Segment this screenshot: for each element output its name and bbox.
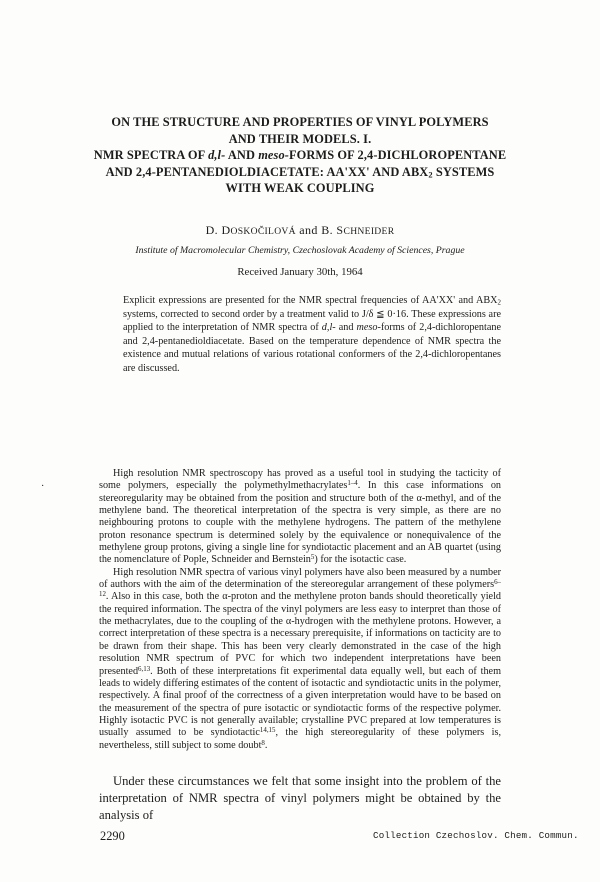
- citation: 14,15: [259, 727, 276, 735]
- abstract-text: . These expressions are applied to the interpretation of NMR spectra of: [123, 308, 501, 334]
- paragraph-2: [99, 567, 501, 752]
- abstract-italic: meso-: [356, 322, 381, 334]
- abstract-text: Explicit expressions are presented for the NMR spectral frequencies of AA'XX' and ABX: [123, 295, 498, 306]
- title-text: NMR SPECTRA OF: [93, 148, 209, 163]
- received-date: Received January 30th, 1964: [237, 266, 363, 278]
- abstract-text: forms of 2,4-dichloropentane and 2,4-pentanedioldiacetate. Based on the temperature dependence of NMR spectra the existence and mutual relations of various rotational conformers of the 2,4-dichloropentanes are discussed.: [123, 322, 501, 374]
- body-text-large: [99, 773, 501, 824]
- paragraph-text: High resolution NMR spectra of various vinyl polymers have also been measured by a number of authors with the aim of the determination of the stereoregular arrangement of these polymers: [99, 566, 501, 591]
- author-line: [60, 223, 540, 238]
- journal-name: Collection Czechoslov. Chem. Commun.: [373, 830, 579, 841]
- paragraph-text: , the high stereoregularity of these polymers is, nevertheless, still subject to some doubt: [99, 727, 501, 751]
- citation: 6–12: [99, 578, 501, 599]
- paragraph-text: ) for the isotactic case.: [314, 554, 407, 566]
- citation: 1–4: [347, 480, 358, 488]
- title-text: FORMS OF 2,4-DICHLOROPENTANE: [288, 148, 507, 163]
- abstract-italic: d,l-: [321, 322, 336, 334]
- citation: 6,13: [138, 665, 151, 673]
- title-text: AND 2,4-PENTANEDIOLDIACETATE: AA'XX' AND ABX: [105, 164, 429, 179]
- margin-mark: ·: [41, 481, 45, 492]
- paragraph-text: .: [264, 739, 268, 751]
- title-text: SYSTEMS: [432, 164, 495, 179]
- title-text: AND: [225, 148, 259, 163]
- author-2-initial: B. S: [321, 223, 344, 237]
- body-text: [99, 468, 501, 752]
- author-2-surname: CHNEIDER: [343, 226, 395, 237]
- title-line-4: [60, 164, 540, 181]
- title-subscript: 2: [428, 169, 433, 180]
- article-title: [60, 114, 540, 197]
- title-italic-meso: meso-: [258, 148, 289, 163]
- abstract: [123, 294, 501, 376]
- abstract-text: systems, corrected to second order by a treatment valid to: [123, 308, 362, 320]
- title-line-1: ON THE STRUCTURE AND PROPERTIES OF VINYL POLYMERS: [111, 115, 489, 129]
- title-line-3: [60, 147, 540, 164]
- title-line-5: WITH WEAK COUPLING: [225, 181, 375, 196]
- abstract-subscript: 2: [497, 299, 501, 307]
- affiliation: Institute of Macromolecular Chemistry, Czechoslovak Academy of Sciences, Prague: [135, 245, 465, 256]
- author-1-initial: D. D: [205, 223, 231, 237]
- author-conjunction: and: [295, 223, 322, 237]
- paragraph-text: . In this case informations on stereoregularity may be obtained from the position and structure both of the α-methyl, and of the methylene band. The theoretical interpretation of the spectra is very simple, as there are no neighbouring protons to couple with the methylene hydrogens. The pattern of the methylene proton resonance spectrum is determined solely by the equivalence or nonequivalence of the methylene group protons, giving a single line for syndiotactic placement and an AB quartet (using the nomenclature of Pople, Schneider and Bernstein: [99, 480, 502, 566]
- citation: 5: [310, 554, 315, 562]
- paragraph-text: . Both of these interpretations fit experimental data equally well, but each of them leads to widely differing estimates of the content of isotactic and syndiotactic units in the polymer, respectively. A final proof of the correctness of a given interpretation would have to be based on the measurement of the spectra of pure isotactic or syndiotactic forms of the respective polymer. Highly isotactic PVC is not generally available; crystalline PVC prepared at low temperatures is usually assumed to be syndiotactic: [99, 665, 501, 739]
- paragraph-3: Under these circumstances we felt that some insight into the problem of the interpretation of NMR spectra of vinyl polymers might be obtained by the analysis of: [99, 774, 501, 822]
- page-number: 2290: [100, 829, 125, 843]
- citation: 8: [261, 739, 265, 747]
- title-line-2: AND THEIR MODELS. I.: [228, 131, 372, 146]
- abstract-formula: J/δ ≦ 0·16: [361, 308, 407, 320]
- abstract-text: and: [335, 322, 357, 334]
- title-italic-dl: d,l-: [208, 148, 226, 163]
- paragraph-text: High resolution NMR spectroscopy has proved as a useful tool in studying the tacticity of some polymers, especially the polymethylmethacrylates: [99, 468, 501, 492]
- author-1-surname: OSKOČILOVÁ: [230, 226, 296, 237]
- paragraph-text: . Also in this case, both the α-proton and the methylene proton bands should theoretically yield the required information. The spectra of the vinyl polymers are less easy to interpret than those of the methacrylates, due to the coupling of the α-hydrogen with the methylene protons. However, a correct interpretation of these spectra is a necessary prerequisite, if informations on tacticity are to be drawn from their shape. This has been very clearly demonstrated in the case of the high resolution NMR spectrum of PVC for which two independent interpretations have been presented: [99, 591, 501, 677]
- paragraph-1: [99, 468, 501, 567]
